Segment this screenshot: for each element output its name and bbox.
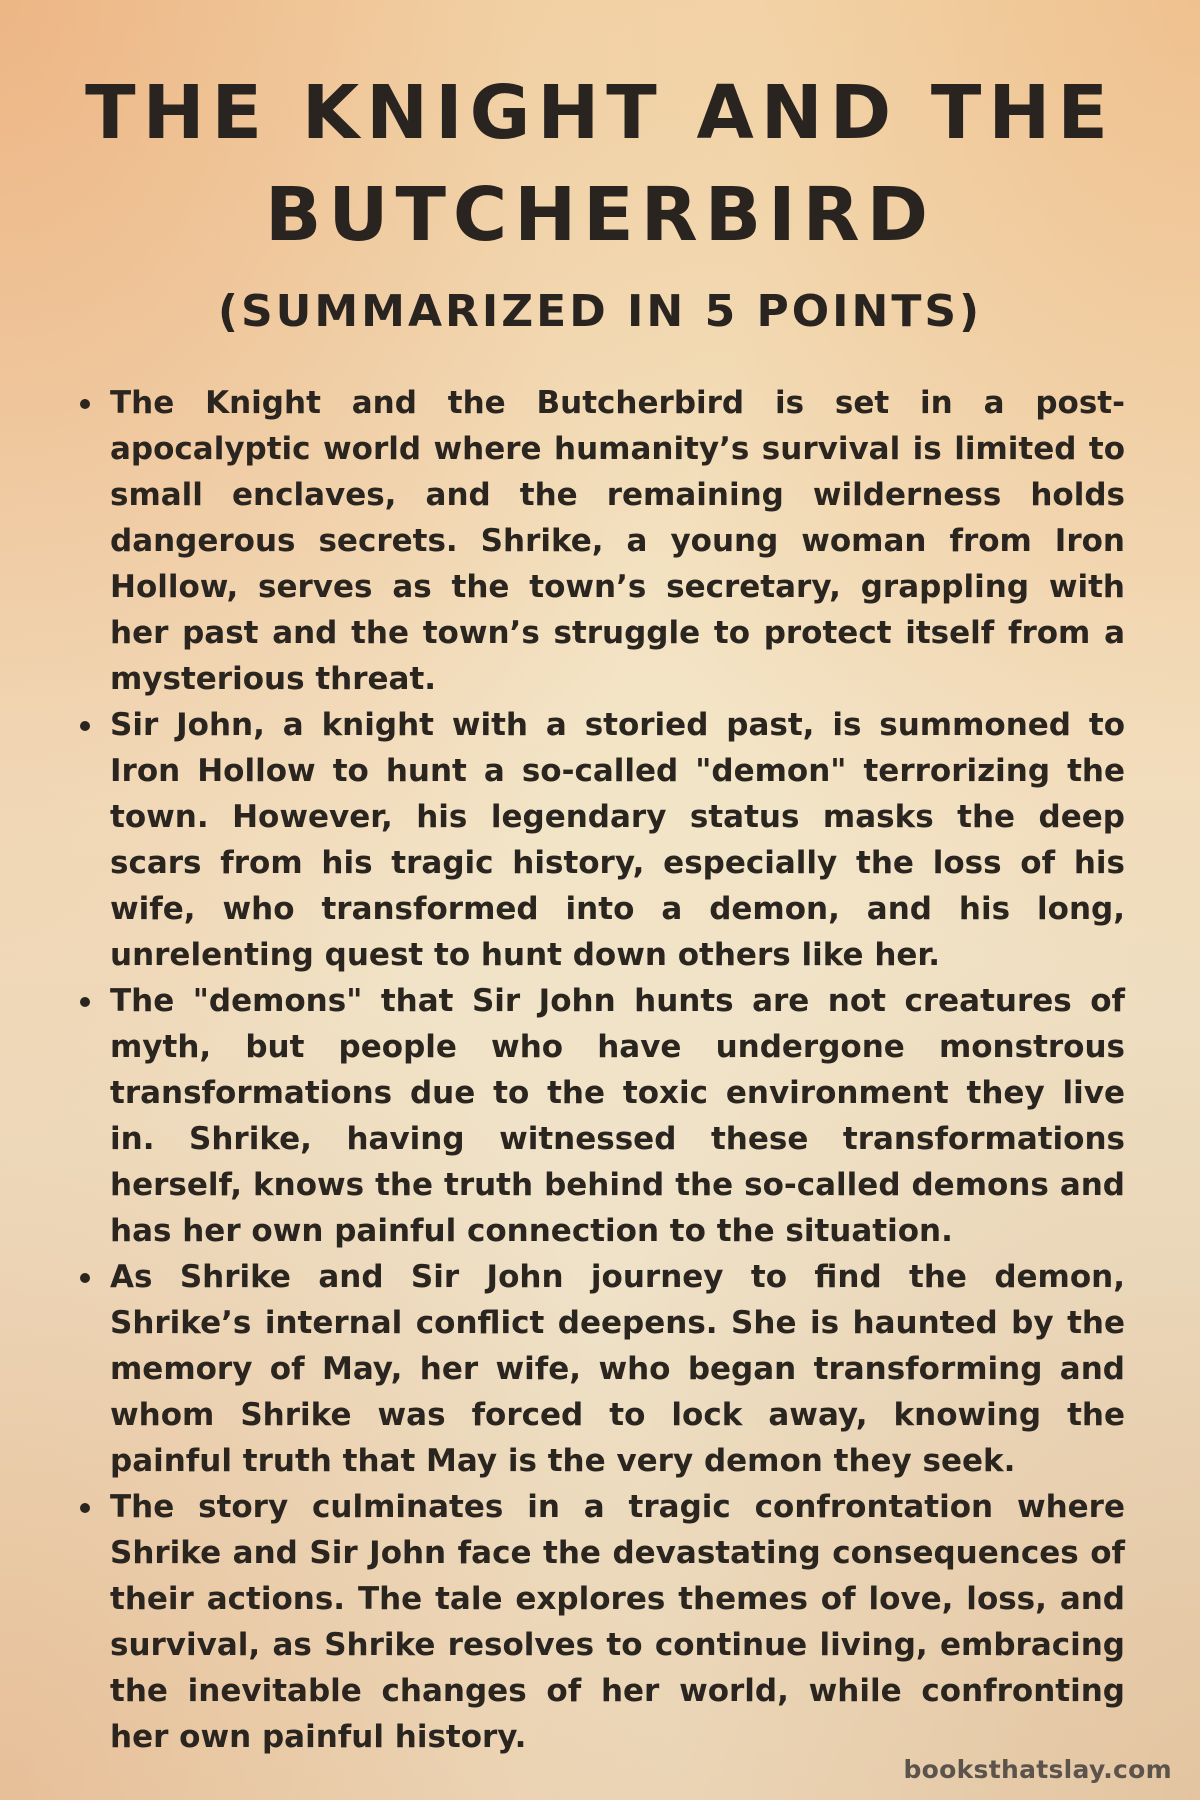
bullet-icon (80, 1273, 90, 1283)
summary-point-text: Sir John, a knight with a storied past, is summoned to Iron Hollow to hunt a so-called "demon" terrorizing the town. However, his legendary status masks the deep scars from his tragic history, especially the loss of his wife, who transformed into a demon, and his long, unrelenting quest to hunt down others like her. (110, 707, 1125, 973)
bullet-icon (80, 399, 90, 409)
summary-point-text: As Shrike and Sir John journey to find the demon, Shrike’s internal conflict deepens. She is haunted by the memory of May, her wife, who began transforming and whom Shrike was forced to lock away, knowing the painful truth that May is the very demon they seek. (110, 1259, 1125, 1479)
summary-point-5 (70, 1484, 1125, 1760)
page-title: THE KNIGHT AND THE BUTCHERBIRD (85, 70, 1115, 258)
summary-point-1 (70, 380, 1125, 702)
bullet-icon (80, 1503, 90, 1513)
summary-point-text: The "demons" that Sir John hunts are not creatures of myth, but people who have undergone monstrous transformations due to the toxic environment they live in. Shrike, having witnessed these transformations herself, knows the truth behind the so-called demons and has her own painful connection to the situation. (110, 983, 1125, 1249)
page-subtitle: (SUMMARIZED IN 5 POINTS) (217, 286, 983, 337)
summary-point-4 (70, 1254, 1125, 1484)
summary-point-text: The story culminates in a tragic confrontation where Shrike and Sir John face the devastating consequences of their actions. The tale explores themes of love, loss, and survival, as Shrike resolves to continue living, embracing the inevitable changes of her world, while confronting her own painful history. (110, 1489, 1125, 1755)
summary-point-2 (70, 702, 1125, 978)
summary-point-3 (70, 978, 1125, 1254)
bullet-icon (80, 721, 90, 731)
summary-points-list (70, 380, 1125, 1760)
site-watermark: booksthatslay.com (903, 1755, 1172, 1784)
bullet-icon (80, 997, 90, 1007)
summary-point-text: The Knight and the Butcherbird is set in a post-apocalyptic world where humanity’s survival is limited to small enclaves, and the remaining wilderness holds dangerous secrets. Shrike, a young woman from Iron Hollow, serves as the town’s secretary, grappling with her past and the town’s struggle to protect itself from a mysterious threat. (110, 385, 1125, 697)
